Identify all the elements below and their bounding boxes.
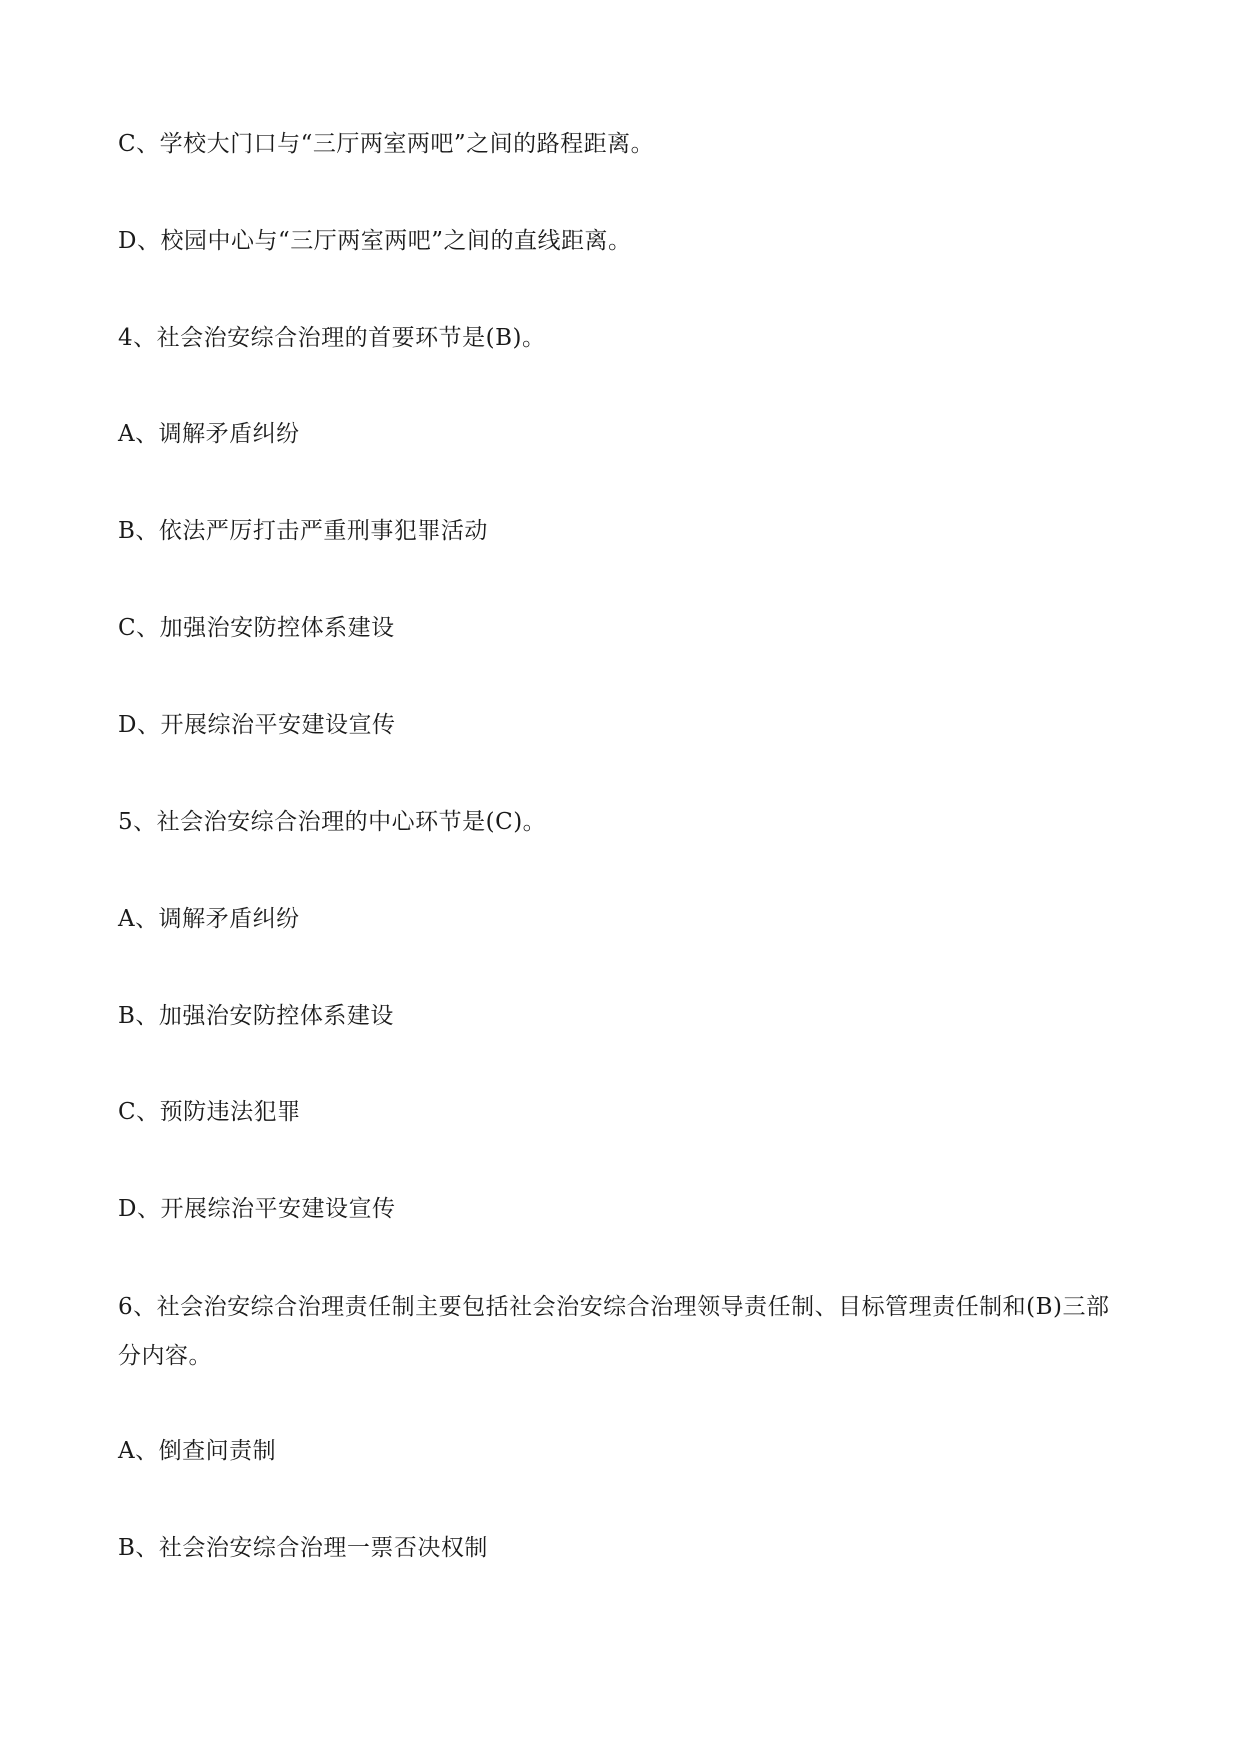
- option-d-q3: D、校园中心与“三厅两室两吧”之间的直线距离。: [118, 228, 632, 254]
- option-d-q4: D、开展综治平安建设宣传: [118, 712, 396, 738]
- option-d-q5: D、开展综治平安建设宣传: [118, 1196, 396, 1222]
- option-b-q6: B、社会治安综合治理一票否决权制: [118, 1535, 488, 1561]
- option-c-q4: C、加强治安防控体系建设: [118, 615, 395, 641]
- option-b-q5: B、加强治安防控体系建设: [118, 1003, 394, 1029]
- option-c-q5: C、预防违法犯罪: [118, 1099, 301, 1125]
- question-5: 5、社会治安综合治理的中心环节是(C)。: [118, 809, 547, 835]
- question-6: 6、社会治安综合治理责任制主要包括社会治安综合治理领导责任制、目标管理责任制和(B)三部分内容。: [118, 1294, 1110, 1369]
- option-a-q6: A、倒查问责制: [118, 1438, 277, 1464]
- option-c-q3: C、学校大门口与“三厅两室两吧”之间的路程距离。: [118, 131, 655, 157]
- option-a-q5: A、调解矛盾纠纷: [118, 906, 300, 932]
- question-4: 4、社会治安综合治理的首要环节是(B)。: [118, 325, 546, 351]
- option-b-q4: B、依法严厉打击严重刑事犯罪活动: [118, 518, 488, 544]
- option-a-q4: A、调解矛盾纠纷: [118, 421, 300, 447]
